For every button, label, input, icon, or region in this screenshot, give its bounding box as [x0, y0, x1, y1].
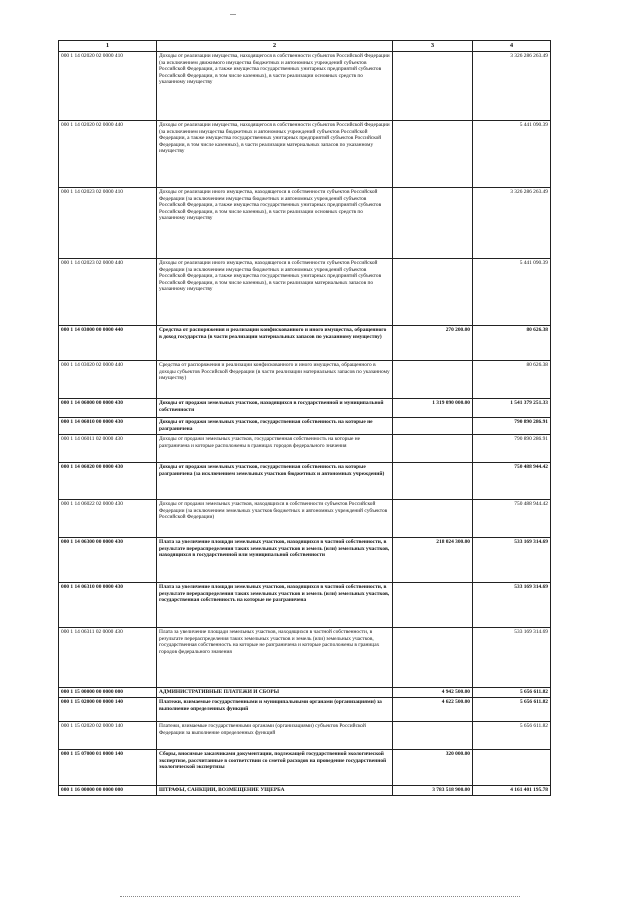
row-exec: 3 326 286 263.49 — [473, 188, 551, 259]
table-row — [59, 259, 551, 326]
row-plan: 4 942 500.00 — [393, 688, 473, 698]
row-code: 000 1 14 03020 02 0000 440 — [59, 361, 157, 399]
table-row — [59, 500, 551, 538]
row-name: Доходы от реализации имущества, находящегося в собственности субъектов Российской Федерации (за исключением движимого имущества бюджетных и автономных учреждений субъектов Российской Федерации, а также имущества государственных унитарных предприятий субъектов Российской Федерации, в том числе казенных), в части реализации основных средств по указанному имуществу — [157, 52, 393, 121]
row-plan — [393, 463, 473, 500]
row-exec: 790 890 286.91 — [473, 418, 551, 435]
table-row — [59, 326, 551, 361]
row-code: 000 1 14 06020 00 0000 430 — [59, 463, 157, 500]
row-exec: 533 169 314.69 — [473, 628, 551, 688]
row-code: 000 1 14 06311 02 0000 430 — [59, 628, 157, 688]
budget-revenue-table — [58, 40, 551, 796]
row-code: 000 1 14 06000 00 0000 430 — [59, 399, 157, 418]
row-exec: 4 161 401 195.78 — [473, 786, 551, 796]
column-number-2: 2 — [157, 41, 393, 52]
table-row — [59, 583, 551, 628]
row-exec: 790 890 286.91 — [473, 435, 551, 463]
row-exec: 5 656 611.82 — [473, 698, 551, 722]
row-name: Доходы от реализации иного имущества, находящегося в собственности субъектов Российской Федерации (за исключением имущества бюджетных и автономных учреждений субъектов Российской Федерации, а также имущества государственных унитарных предприятий субъектов Российской Федерации, в том числе казенных), в части реализации основных средств по указанному имуществу — [157, 188, 393, 259]
row-plan — [393, 583, 473, 628]
table-row — [59, 538, 551, 583]
row-plan — [393, 361, 473, 399]
row-plan — [393, 500, 473, 538]
row-name: Платежи, взимаемые государственными и муниципальными органами (организациями) за выполнение определенных функций — [157, 698, 393, 722]
row-plan — [393, 121, 473, 188]
column-number-3: 3 — [393, 41, 473, 52]
row-name: Средства от распоряжения и реализации конфискованного и иного имущества, обращенного в доходы субъектов Российской Федерации (в части реализации материальных запасов по указанному имуществу) — [157, 361, 393, 399]
row-name: Доходы от продажи земельных участков, государственная собственность на которые не разграничена и которые расположены в границах городов федерального значения — [157, 435, 393, 463]
table-row — [59, 418, 551, 435]
row-code: 000 1 14 02020 02 0000 410 — [59, 52, 157, 121]
table-row — [59, 750, 551, 786]
row-code: 000 1 14 02023 02 0000 440 — [59, 259, 157, 326]
table-row — [59, 628, 551, 688]
header-row — [59, 41, 551, 52]
table-row — [59, 52, 551, 121]
table-row — [59, 121, 551, 188]
row-name: ШТРАФЫ, САНКЦИИ, ВОЗМЕЩЕНИЕ УЩЕРБА — [157, 786, 393, 796]
row-plan — [393, 52, 473, 121]
row-plan — [393, 435, 473, 463]
row-code: 000 1 15 02000 00 0000 140 — [59, 698, 157, 722]
row-code: 000 1 14 02020 02 0000 440 — [59, 121, 157, 188]
row-plan: 4 622 500.00 — [393, 698, 473, 722]
row-plan: 270 200.00 — [393, 326, 473, 361]
table-row — [59, 722, 551, 750]
table-row — [59, 361, 551, 399]
row-code: 000 1 15 00000 00 0000 000 — [59, 688, 157, 698]
row-name: Доходы от реализации иного имущества, находящегося в собственности субъектов Российской Федерации (за исключением имущества бюджетных и автономных учреждений субъектов Российской Федерации, а также имущества государственных унитарных предприятий субъектов Российской Федерации, в том числе казенных), в части реализации материальных запасов по указанному имуществу — [157, 259, 393, 326]
row-code: 000 1 14 06310 00 0000 430 — [59, 583, 157, 628]
row-code: 000 1 14 06011 02 0000 430 — [59, 435, 157, 463]
row-exec: 5 441 090.39 — [473, 121, 551, 188]
table-row — [59, 435, 551, 463]
row-plan — [393, 259, 473, 326]
row-exec: 750 488 944.42 — [473, 500, 551, 538]
row-name: Сборы, вносимые заказчиками документации, подлежащей государственной экологической экспертизе, рассчитанные в соответствии со сметой расходов на проведение государственной экологической экспертизы — [157, 750, 393, 786]
table-row — [59, 463, 551, 500]
row-exec: 5 656 611.82 — [473, 722, 551, 750]
row-plan: 218 024 300.00 — [393, 538, 473, 583]
row-exec: 5 441 090.39 — [473, 259, 551, 326]
page-mark — [230, 14, 236, 15]
row-code: 000 1 14 06022 02 0000 430 — [59, 500, 157, 538]
scan-footer-artifact — [120, 896, 520, 899]
row-name: Плата за увеличение площади земельных участков, находящихся в частной собственности, в результате перераспределения таких земельных участков и земель (или) земельных участков, находящихся в государственной или муниципальной собственности — [157, 538, 393, 583]
table-row — [59, 188, 551, 259]
row-plan: 320 000.00 — [393, 750, 473, 786]
row-plan: 3 783 518 900.00 — [393, 786, 473, 796]
table-row — [59, 698, 551, 722]
row-exec: 3 326 286 263.49 — [473, 52, 551, 121]
table-row — [59, 399, 551, 418]
row-name: Доходы от продажи земельных участков, государственная собственность на которые разграничена (за исключением земельных участков бюджетных и автономных учреждений) — [157, 463, 393, 500]
table-row — [59, 786, 551, 796]
row-plan — [393, 628, 473, 688]
row-name: АДМИНИСТРАТИВНЫЕ ПЛАТЕЖИ И СБОРЫ — [157, 688, 393, 698]
row-exec: 533 169 314.69 — [473, 538, 551, 583]
row-name: Доходы от продажи земельных участков, находящихся в государственной и муниципальной собственности — [157, 399, 393, 418]
row-code: 000 1 16 00000 00 0000 000 — [59, 786, 157, 796]
row-exec — [473, 750, 551, 786]
row-code: 000 1 15 07000 01 0000 140 — [59, 750, 157, 786]
row-code: 000 1 14 06010 00 0000 430 — [59, 418, 157, 435]
row-name: Плата за увеличение площади земельных участков, находящихся в частной собственности, в результате перераспределения таких земельных участков и земель (или) земельных участков, государственная собственность на которые не разграничена — [157, 583, 393, 628]
table-row — [59, 688, 551, 698]
row-name: Доходы от продажи земельных участков, государственная собственность на которые не разграничена — [157, 418, 393, 435]
row-code: 000 1 15 02020 02 0000 140 — [59, 722, 157, 750]
row-code: 000 1 14 02023 02 0000 410 — [59, 188, 157, 259]
row-code: 000 1 14 03000 00 0000 440 — [59, 326, 157, 361]
row-exec: 5 656 611.82 — [473, 688, 551, 698]
column-number-4: 4 — [473, 41, 551, 52]
row-name: Плата за увеличение площади земельных участков, находящихся в частной собственности, в результате перераспределения таких земельных участков и земель (или) земельных участков, государственная собственность на которые не разграничена и которые расположены в границах городов федерального значения — [157, 628, 393, 688]
row-name: Доходы от продажи земельных участков, находящихся в собственности субъектов Российской Федерации (за исключением земельных участков бюджетных и автономных учреждений субъектов Российской Федерации) — [157, 500, 393, 538]
row-plan — [393, 722, 473, 750]
row-plan — [393, 418, 473, 435]
row-exec: 80 626.38 — [473, 326, 551, 361]
row-name: Средства от распоряжения и реализации конфискованного и иного имущества, обращенного в доход государства (в части реализации материальных запасов по указанному имуществу) — [157, 326, 393, 361]
row-exec: 533 169 314.69 — [473, 583, 551, 628]
row-code: 000 1 14 06300 00 0000 430 — [59, 538, 157, 583]
row-plan — [393, 188, 473, 259]
row-exec: 750 488 944.42 — [473, 463, 551, 500]
row-exec: 80 626.38 — [473, 361, 551, 399]
column-number-1: 1 — [59, 41, 157, 52]
row-exec: 1 541 379 251.33 — [473, 399, 551, 418]
row-name: Платежи, взимаемые государственными органами (организациями) субъектов Российской Федерации за выполнение определенных функций — [157, 722, 393, 750]
row-plan: 1 319 090 000.00 — [393, 399, 473, 418]
row-name: Доходы от реализации имущества, находящегося в собственности субъектов Российской Федерации (за исключением имущества бюджетных и автономных учреждений субъектов Российской Федерации, а также имущества государственных унитарных предприятий субъектов Российской Федерации, в том числе казенных), в части реализации материальных запасов по указанному имуществу — [157, 121, 393, 188]
